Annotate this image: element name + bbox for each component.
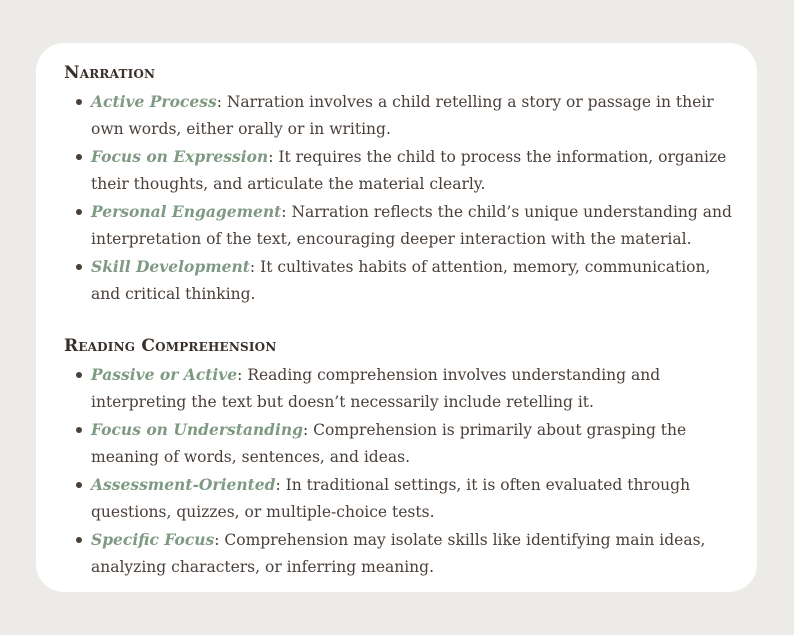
item-text: : Comprehension may isolate skills like identifying main ideas, analyzing characters, or inferring meaning. [91,531,706,576]
bullet-icon [76,372,82,378]
narration-list [64,88,733,308]
list-item [64,88,733,143]
item-text: : Narration involves a child retelling a story or passage in their own words, either orally or in writing. [91,93,714,138]
list-item [64,471,733,526]
term-label: Skill Development [91,257,250,276]
term-label: Personal Engagement [91,202,282,221]
bullet-icon [76,427,82,433]
term-label: Focus on Understanding [91,420,304,439]
term-label: Assessment-Oriented [91,475,276,494]
list-item [64,198,733,253]
item-text: : In traditional settings, it is often evaluated through questions, quizzes, or multiple-choice tests. [91,476,691,521]
bullet-icon [76,537,82,543]
term-label: Passive or Active [91,365,238,384]
item-text: : Comprehension is primarily about grasping the meaning of words, sentences, and ideas. [91,421,687,466]
list-item [64,143,733,198]
term-label: Active Process [91,92,217,111]
list-item [64,526,733,581]
bullet-icon [76,99,82,105]
content-card [36,43,757,592]
bullet-icon [76,264,82,270]
section-title-reading-comprehension: Reading Comprehension [64,336,277,356]
item-text: : Reading comprehension involves understanding and interpreting the text but doesn’t necessarily include retelling it. [91,366,661,411]
bullet-icon [76,154,82,160]
bullet-icon [76,482,82,488]
reading-comprehension-list [64,361,733,581]
bullet-icon [76,209,82,215]
list-item [64,253,733,308]
item-text: : It cultivates habits of attention, memory, communication, and critical thinking. [91,258,711,303]
section-title-narration: Narration [64,63,156,83]
item-text: : It requires the child to process the information, organize their thoughts, and articulate the material clearly. [91,148,727,193]
term-label: Focus on Expression [91,147,269,166]
list-item [64,361,733,416]
item-text: : Narration reflects the child’s unique understanding and interpretation of the text, encouraging deeper interaction with the material. [91,203,732,248]
term-label: Specific Focus [91,530,215,549]
list-item [64,416,733,471]
